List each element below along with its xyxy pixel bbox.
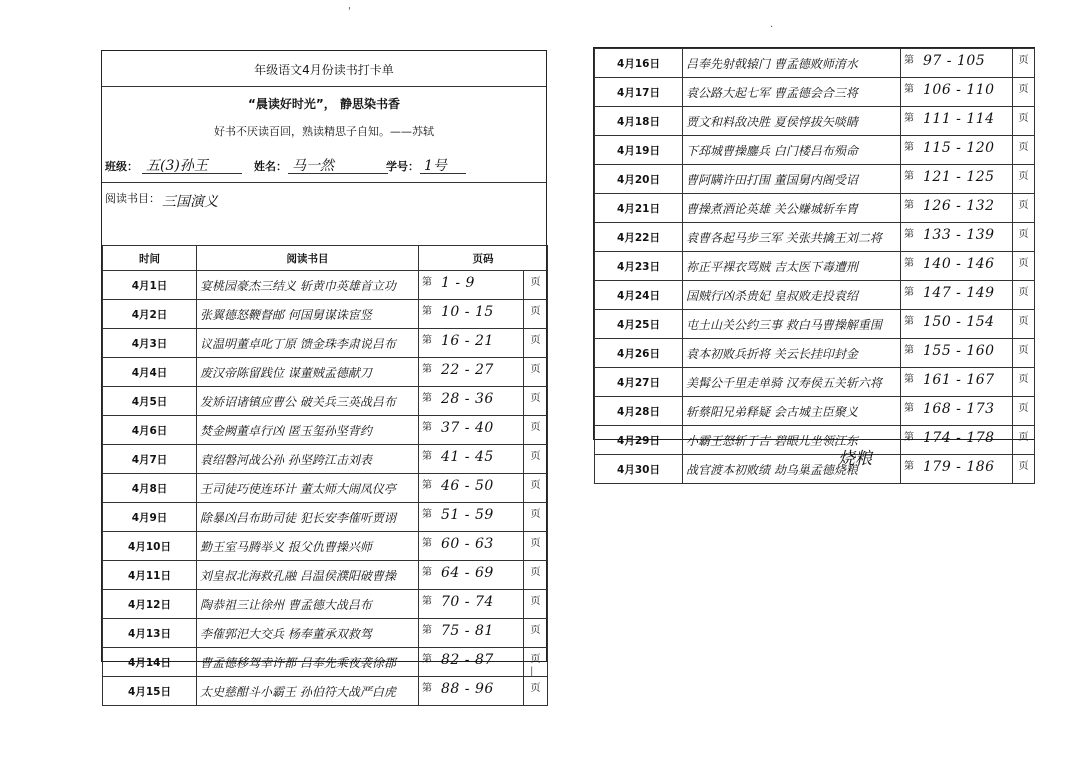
- page-suffix: 页: [524, 532, 548, 561]
- log-row: [103, 416, 548, 445]
- chapter-cell: 勤王室马腾举义 报父仇曹操兴师: [197, 532, 419, 561]
- chapter-cell: 宴桃园豪杰三结义 斩黄巾英雄首立功: [197, 271, 419, 300]
- pages-cell: [901, 281, 1013, 310]
- page-suffix: 页: [524, 619, 548, 648]
- page-range: 168 - 173: [923, 401, 995, 417]
- page-range: 16 - 21: [441, 333, 494, 349]
- chapter-cell: 下邳城曹操鏖兵 白门楼吕布殒命: [683, 136, 901, 165]
- page-suffix: 页: [1013, 455, 1035, 484]
- date-cell: 4月16日: [595, 49, 683, 78]
- date-cell: 4月2日: [103, 300, 197, 329]
- page-range: 179 - 186: [923, 459, 995, 475]
- log-row: [595, 107, 1035, 136]
- page-suffix: 页: [524, 387, 548, 416]
- chapter-cell: 袁曹各起马步三军 关张共擒王刘二将: [683, 223, 901, 252]
- chapter-cell: 刘皇叔北海救孔融 吕温侯濮阳破曹操: [197, 561, 419, 590]
- date-cell: 4月7日: [103, 445, 197, 474]
- chapter-cell: 美髯公千里走单骑 汉寿侯五关斩六将: [683, 368, 901, 397]
- page-suffix: 页: [524, 590, 548, 619]
- page-suffix: 页: [1013, 107, 1035, 136]
- number-value: 1号: [420, 155, 466, 174]
- pages-cell: [901, 136, 1013, 165]
- page-range: 126 - 132: [923, 198, 995, 214]
- date-cell: 4月12日: [103, 590, 197, 619]
- page-prefix: 第: [904, 345, 914, 356]
- pages-cell: [419, 677, 524, 706]
- page-range: 37 - 40: [441, 420, 494, 436]
- date-cell: 4月9日: [103, 503, 197, 532]
- page-prefix: 第: [422, 683, 432, 694]
- pages-cell: [419, 619, 524, 648]
- form-quote: 好书不厌读百回，熟读精思子自知。——苏轼: [214, 125, 434, 138]
- page-prefix: 第: [904, 113, 914, 124]
- page-range: 150 - 154: [923, 314, 995, 330]
- page-prefix: 第: [904, 171, 914, 182]
- pages-cell: [419, 474, 524, 503]
- page-prefix: 第: [904, 403, 914, 414]
- page-prefix: 第: [422, 422, 432, 433]
- chapter-cell: 废汉帝陈留践位 谋董贼孟德献刀: [197, 358, 419, 387]
- chapter-cell: 国贼行凶杀贵妃 皇叔败走投袁绍: [683, 281, 901, 310]
- chapter-cell: 陶恭祖三让徐州 曹孟德大战吕布: [197, 590, 419, 619]
- time-column-header: 时间: [103, 246, 197, 271]
- page-suffix: 页: [1013, 136, 1035, 165]
- chapter-cell: 焚金阙董卓行凶 匿玉玺孙坚背约: [197, 416, 419, 445]
- chapter-cell: 曹阿瞒许田打围 董国舅内阁受诏: [683, 165, 901, 194]
- pages-cell: [901, 339, 1013, 368]
- scan-mark: |: [530, 666, 534, 677]
- chapter-cell: 曹孟德移驾幸许都 吕奉先乘夜袭徐郡: [197, 648, 419, 677]
- chapter-cell: 张翼德怒鞭督邮 何国舅谋诛宦竖: [197, 300, 419, 329]
- table-header-row: [103, 246, 548, 271]
- pages-cell: [419, 416, 524, 445]
- page-suffix: 页: [524, 648, 548, 677]
- date-cell: 4月27日: [595, 368, 683, 397]
- page-suffix: 页: [1013, 368, 1035, 397]
- name-value: 马一然: [288, 155, 388, 174]
- pages-cell: [419, 271, 524, 300]
- page-suffix: 页: [524, 300, 548, 329]
- book-value: 三国演义: [162, 194, 218, 210]
- date-cell: 4月14日: [103, 648, 197, 677]
- log-row: [595, 339, 1035, 368]
- chapter-cell: 袁本初败兵折将 关云长挂印封金: [683, 339, 901, 368]
- page-suffix: 页: [1013, 426, 1035, 455]
- date-cell: 4月6日: [103, 416, 197, 445]
- pages-cell: [901, 223, 1013, 252]
- page-prefix: 第: [904, 461, 914, 472]
- chapter-cell: 袁公路大起七军 曹孟德会合三将: [683, 78, 901, 107]
- page-suffix: 页: [524, 445, 548, 474]
- pages-cell: [419, 387, 524, 416]
- page-suffix: 页: [1013, 78, 1035, 107]
- page-prefix: 第: [422, 596, 432, 607]
- chapter-cell: 小霸王怒斩于吉 碧眼儿坐领江东: [683, 426, 901, 455]
- class-value: 五(3)孙王: [142, 155, 242, 174]
- scan-mark: ': [348, 6, 351, 17]
- page-suffix: 页: [1013, 49, 1035, 78]
- book-label: 阅读书目：: [105, 192, 160, 205]
- log-row: [103, 590, 548, 619]
- date-cell: 4月1日: [103, 271, 197, 300]
- chapter-cell: 除暴凶吕布助司徒 犯长安李傕听贾诩: [197, 503, 419, 532]
- page-suffix: 页: [524, 474, 548, 503]
- chapter-cell: 屯土山关公约三事 救白马曹操解重围: [683, 310, 901, 339]
- log-row: [103, 619, 548, 648]
- pages-cell: [901, 397, 1013, 426]
- page-range: 41 - 45: [441, 449, 494, 465]
- page-prefix: 第: [422, 538, 432, 549]
- log-row: [595, 78, 1035, 107]
- log-row: [595, 397, 1035, 426]
- pages-cell: [901, 426, 1013, 455]
- page-prefix: 第: [422, 625, 432, 636]
- log-row: [595, 310, 1035, 339]
- log-row: [595, 165, 1035, 194]
- log-row: [103, 561, 548, 590]
- log-row: [595, 49, 1035, 78]
- chapter-cell: 议温明董卓叱丁原 馈金珠李肃说吕布: [197, 329, 419, 358]
- date-cell: 4月4日: [103, 358, 197, 387]
- page-suffix: 页: [524, 677, 548, 706]
- page-prefix: 第: [904, 258, 914, 269]
- pages-cell: [901, 107, 1013, 136]
- left-form-sheet: [101, 50, 547, 699]
- date-cell: 4月26日: [595, 339, 683, 368]
- log-row: [103, 677, 548, 706]
- page-suffix: 页: [524, 329, 548, 358]
- page-suffix: 页: [1013, 339, 1035, 368]
- book-column-header: 阅读书目: [197, 246, 419, 271]
- page-suffix: 页: [524, 561, 548, 590]
- reading-log-table-continued: [594, 48, 1035, 484]
- date-cell: 4月3日: [103, 329, 197, 358]
- page-prefix: 第: [422, 306, 432, 317]
- date-cell: 4月28日: [595, 397, 683, 426]
- pages-cell: [419, 329, 524, 358]
- date-cell: 4月25日: [595, 310, 683, 339]
- log-row: [103, 532, 548, 561]
- log-row: [595, 194, 1035, 223]
- page-suffix: 页: [1013, 223, 1035, 252]
- page-suffix: 页: [1013, 397, 1035, 426]
- page-suffix: 页: [524, 271, 548, 300]
- page-range: 82 - 87: [441, 652, 494, 668]
- page-suffix: 页: [1013, 281, 1035, 310]
- date-cell: 4月18日: [595, 107, 683, 136]
- page-prefix: 第: [904, 374, 914, 385]
- page-prefix: 第: [904, 229, 914, 240]
- page-prefix: 第: [422, 654, 432, 665]
- log-row: [595, 368, 1035, 397]
- chapter-cell: 战官渡本初败绩 劫乌巢孟德烧粮: [683, 455, 901, 484]
- page-range: 155 - 160: [923, 343, 995, 359]
- pages-cell: [419, 532, 524, 561]
- log-row: [103, 445, 548, 474]
- page-suffix: 页: [1013, 194, 1035, 223]
- pages-cell: [901, 310, 1013, 339]
- page-range: 111 - 114: [923, 111, 995, 127]
- pages-cell: [901, 78, 1013, 107]
- pages-cell: [901, 455, 1013, 484]
- date-cell: 4月10日: [103, 532, 197, 561]
- page-suffix: 页: [1013, 165, 1035, 194]
- pages-cell: [419, 445, 524, 474]
- log-row: [103, 358, 548, 387]
- pages-cell: [901, 368, 1013, 397]
- log-row: [103, 329, 548, 358]
- form-title: 年级语文4月份读书打卡单: [254, 63, 394, 77]
- page-prefix: 第: [422, 509, 432, 520]
- name-label: 姓名：: [254, 160, 287, 173]
- page-prefix: 第: [422, 277, 432, 288]
- chapter-cell: 发矫诏诸镇应曹公 破关兵三英战吕布: [197, 387, 419, 416]
- log-row: [103, 503, 548, 532]
- page-suffix: 页: [1013, 310, 1035, 339]
- pages-cell: [419, 300, 524, 329]
- chapter-cell: 斩蔡阳兄弟释疑 会古城主臣聚义: [683, 397, 901, 426]
- date-cell: 4月20日: [595, 165, 683, 194]
- date-cell: 4月5日: [103, 387, 197, 416]
- chapter-cell: 祢正平裸衣骂贼 吉太医下毒遭刑: [683, 252, 901, 281]
- page-prefix: 第: [422, 451, 432, 462]
- pages-cell: [419, 358, 524, 387]
- page-prefix: 第: [422, 393, 432, 404]
- date-cell: 4月15日: [103, 677, 197, 706]
- right-form-sheet: [593, 47, 1035, 477]
- date-cell: 4月30日: [595, 455, 683, 484]
- log-row: [595, 281, 1035, 310]
- page-range: 1 - 9: [441, 275, 475, 291]
- page-range: 10 - 15: [441, 304, 494, 320]
- pages-cell: [419, 648, 524, 677]
- chapter-cell: 王司徒巧使连环计 董太师大闹凤仪亭: [197, 474, 419, 503]
- divider: [102, 86, 546, 87]
- page-range: 60 - 63: [441, 536, 494, 552]
- date-cell: 4月13日: [103, 619, 197, 648]
- log-row: [103, 300, 548, 329]
- date-cell: 4月19日: [595, 136, 683, 165]
- page-range: 46 - 50: [441, 478, 494, 494]
- log-row: [103, 387, 548, 416]
- pages-cell: [901, 194, 1013, 223]
- page-prefix: 第: [904, 84, 914, 95]
- page-prefix: 第: [422, 567, 432, 578]
- form-slogan: “晨读好时光”， 静思染书香: [248, 97, 400, 111]
- page-prefix: 第: [904, 432, 914, 443]
- page-suffix: 页: [524, 503, 548, 532]
- page-range: 97 - 105: [923, 53, 986, 69]
- page-prefix: 第: [422, 335, 432, 346]
- page-range: 161 - 167: [923, 372, 995, 388]
- log-row: [595, 252, 1035, 281]
- date-cell: 4月24日: [595, 281, 683, 310]
- date-cell: 4月22日: [595, 223, 683, 252]
- number-label: 学号：: [386, 160, 419, 173]
- log-row: [103, 474, 548, 503]
- divider: [102, 182, 546, 183]
- page-prefix: 第: [422, 364, 432, 375]
- log-row: [595, 136, 1035, 165]
- page-range: 106 - 110: [923, 82, 995, 98]
- pages-cell: [419, 590, 524, 619]
- page-range: 51 - 59: [441, 507, 494, 523]
- page-range: 147 - 149: [923, 285, 995, 301]
- page-range: 140 - 146: [923, 256, 995, 272]
- page-prefix: 第: [904, 55, 914, 66]
- page-suffix: 页: [1013, 252, 1035, 281]
- overflow-note: 烧粮: [838, 449, 872, 469]
- page-prefix: 第: [904, 287, 914, 298]
- page-range: 121 - 125: [923, 169, 995, 185]
- page-prefix: 第: [422, 480, 432, 491]
- date-cell: 4月29日: [595, 426, 683, 455]
- scan-mark: ·: [770, 22, 774, 33]
- page-range: 22 - 27: [441, 362, 494, 378]
- page-range: 75 - 81: [441, 623, 494, 639]
- pages-cell: [901, 165, 1013, 194]
- page-range: 133 - 139: [923, 227, 995, 243]
- date-cell: 4月17日: [595, 78, 683, 107]
- log-row: [595, 455, 1035, 484]
- log-row: [103, 271, 548, 300]
- log-row: [595, 426, 1035, 455]
- chapter-cell: 李傕郭汜大交兵 杨奉董承双救驾: [197, 619, 419, 648]
- page-range: 64 - 69: [441, 565, 494, 581]
- date-cell: 4月11日: [103, 561, 197, 590]
- date-cell: 4月23日: [595, 252, 683, 281]
- chapter-cell: 袁绍磐河战公孙 孙坚跨江击刘表: [197, 445, 419, 474]
- pages-column-header: 页码: [419, 246, 548, 271]
- page-prefix: 第: [904, 200, 914, 211]
- pages-cell: [419, 561, 524, 590]
- pages-cell: [419, 503, 524, 532]
- page-range: 115 - 120: [923, 140, 995, 156]
- page-prefix: 第: [904, 316, 914, 327]
- date-cell: 4月21日: [595, 194, 683, 223]
- page-suffix: 页: [524, 416, 548, 445]
- log-row: [595, 223, 1035, 252]
- page-range: 88 - 96: [441, 681, 494, 697]
- student-info-row: [102, 155, 546, 177]
- page-range: 70 - 74: [441, 594, 494, 610]
- page-range: 28 - 36: [441, 391, 494, 407]
- reading-log-table: [102, 245, 548, 706]
- class-label: 班级：: [105, 160, 138, 173]
- chapter-cell: 曹操煮酒论英雄 关公赚城斩车胄: [683, 194, 901, 223]
- page-prefix: 第: [904, 142, 914, 153]
- chapter-cell: 太史慈酣斗小霸王 孙伯符大战严白虎: [197, 677, 419, 706]
- date-cell: 4月8日: [103, 474, 197, 503]
- log-row: [103, 648, 548, 677]
- chapter-cell: 贾文和料敌决胜 夏侯惇拔矢啖睛: [683, 107, 901, 136]
- chapter-cell: 吕奉先射戟辕门 曹孟德败师淯水: [683, 49, 901, 78]
- page-suffix: 页: [524, 358, 548, 387]
- page-range: 174 - 178: [923, 430, 995, 446]
- pages-cell: [901, 252, 1013, 281]
- pages-cell: [901, 49, 1013, 78]
